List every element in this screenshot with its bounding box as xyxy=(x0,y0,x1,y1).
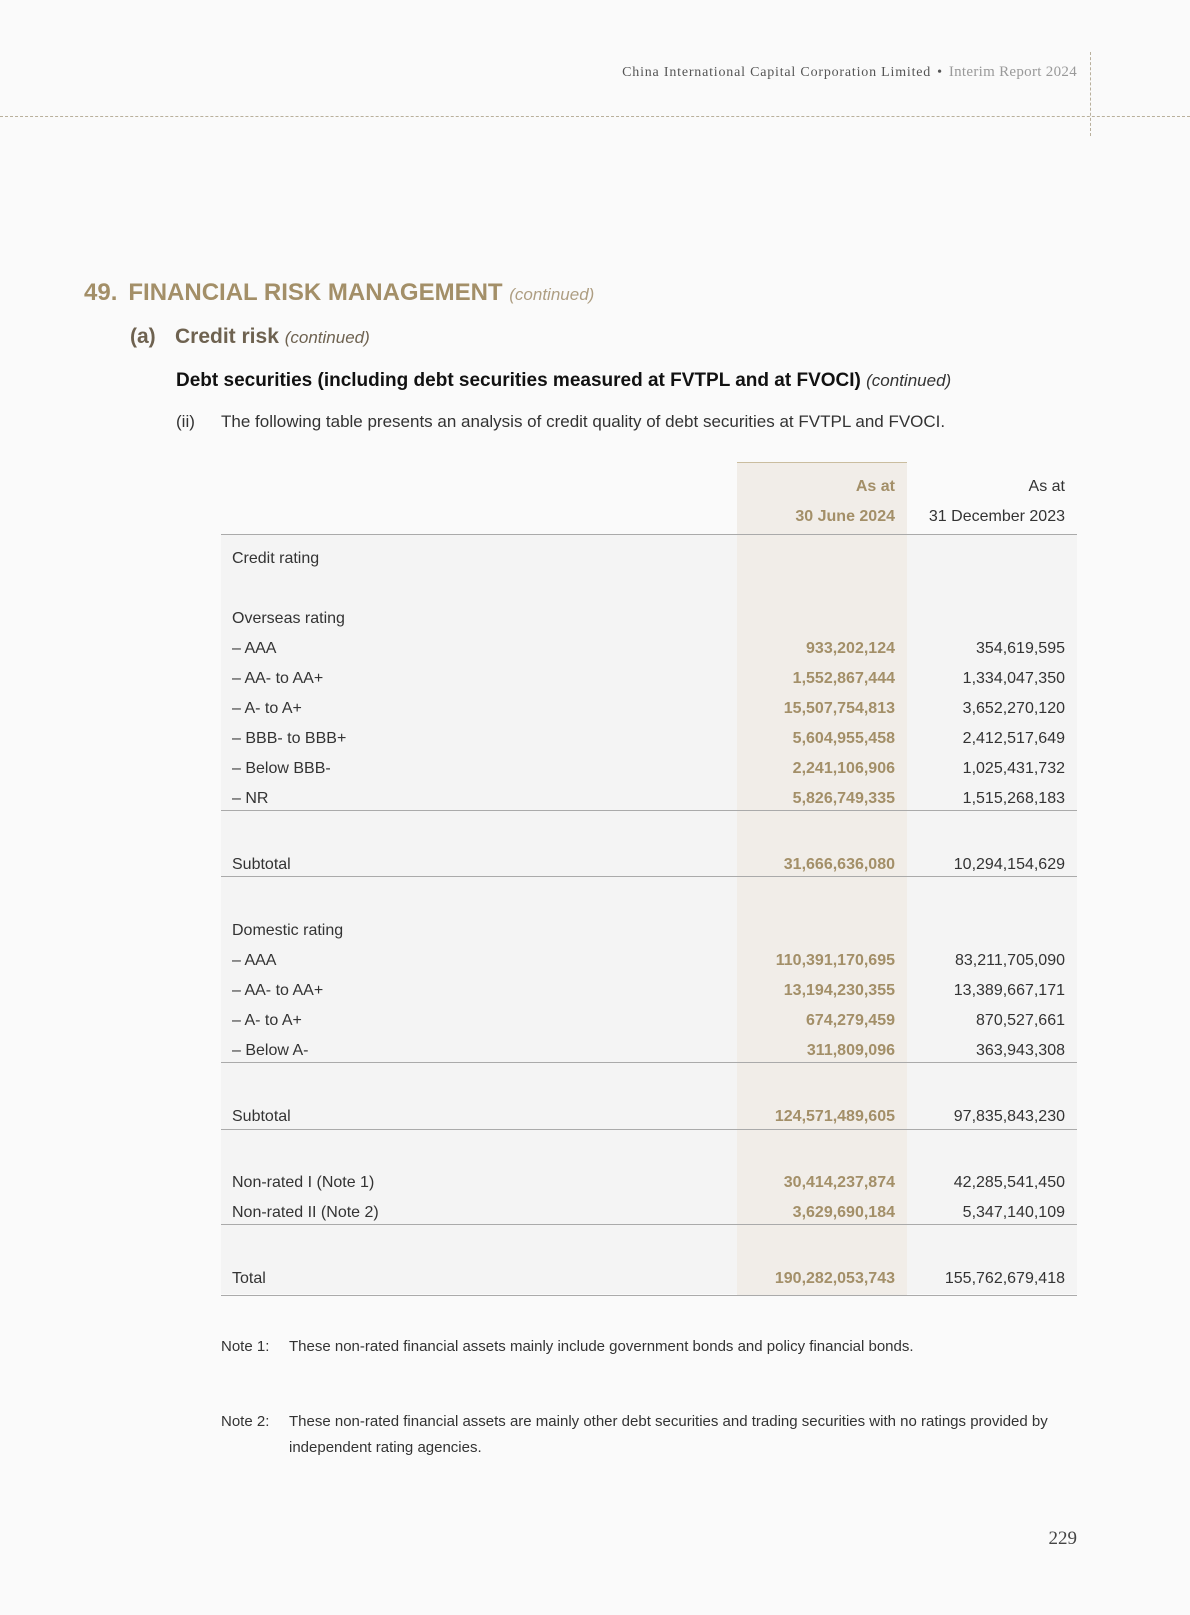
table-cell-prior: 13,389,667,171 xyxy=(953,982,1065,999)
table-row-label: Subtotal xyxy=(232,856,291,873)
table-row-label: – AA- to AA+ xyxy=(232,982,324,999)
table-row-label: – Below BBB- xyxy=(232,760,331,777)
intro-label: (ii) xyxy=(176,412,195,431)
table-rule xyxy=(221,810,1077,811)
table-row-label: – A- to A+ xyxy=(232,1012,302,1029)
table-band xyxy=(221,833,1077,876)
section-continued: (continued) xyxy=(509,285,595,304)
table-cell-current: 3,629,690,184 xyxy=(792,1204,895,1221)
subsection-label: (a) xyxy=(130,325,156,348)
table-row-label: Overseas rating xyxy=(232,610,345,627)
note-label: Note 1: xyxy=(221,1338,270,1355)
table-rule xyxy=(221,876,1077,877)
table-cell-current: 31,666,636,080 xyxy=(783,856,895,873)
table-rule xyxy=(221,1129,1077,1130)
table-cell-current: 110,391,170,695 xyxy=(775,952,895,969)
page-number: 229 xyxy=(1048,1528,1077,1549)
table-row-label: Domestic rating xyxy=(232,922,344,939)
table-band xyxy=(221,534,1077,833)
table-row-label: Credit rating xyxy=(232,550,320,567)
subheading-continued: (continued) xyxy=(866,371,952,390)
header-dashed-vertical-rule xyxy=(1090,52,1091,136)
table-cell-current: 674,279,459 xyxy=(806,1012,895,1029)
col-header-current-line2: 30 June 2024 xyxy=(795,508,895,525)
section-heading xyxy=(84,279,594,307)
table-cell-prior: 870,527,661 xyxy=(976,1012,1065,1029)
intro-text: The following table presents an analysis of credit quality of debt securities at FVTPL and FVOCI. xyxy=(221,412,946,431)
header-separator: • xyxy=(937,65,943,80)
table-cell-prior: 354,619,595 xyxy=(976,640,1065,657)
subsection-heading xyxy=(130,325,370,349)
table-cell-current: 2,241,106,906 xyxy=(792,760,895,777)
table-row-label: Total xyxy=(232,1270,266,1287)
table-rule xyxy=(221,1062,1077,1063)
table-cell-current: 5,826,749,335 xyxy=(792,790,895,807)
table-cell-prior: 42,285,541,450 xyxy=(953,1174,1065,1191)
table-cell-prior: 155,762,679,418 xyxy=(944,1270,1065,1287)
table-row-label: – AA- to AA+ xyxy=(232,670,324,687)
table-band xyxy=(221,1062,1077,1129)
table-cell-current: 13,194,230,355 xyxy=(783,982,895,999)
table-row-label: – NR xyxy=(232,790,269,807)
table-cell-prior: 10,294,154,629 xyxy=(953,856,1065,873)
note-text: These non-rated financial assets mainly include government bonds and policy financial bonds. xyxy=(289,1338,914,1355)
subsection-title: Credit risk xyxy=(175,325,279,348)
table-cell-prior: 3,652,270,120 xyxy=(962,700,1065,717)
table-row-label: Subtotal xyxy=(232,1108,291,1125)
subheading xyxy=(176,370,951,392)
table-row-label: Non-rated II (Note 2) xyxy=(232,1204,379,1221)
current-period-column-shade xyxy=(737,462,907,1296)
intro-paragraph xyxy=(176,412,945,432)
table-header-rule xyxy=(221,534,1077,535)
table-row-label: – BBB- to BBB+ xyxy=(232,730,347,747)
section-number: 49. xyxy=(84,279,118,306)
table-cell-current: 311,809,096 xyxy=(806,1042,895,1059)
table-cell-current: 190,282,053,743 xyxy=(774,1270,895,1287)
note-text: These non-rated financial assets are mainly other debt securities and trading securities with no ratings provided by independent rating agencies. xyxy=(289,1413,1048,1456)
header-dashed-rule xyxy=(0,116,1190,117)
note-1 xyxy=(221,1334,1077,1360)
table-cell-current: 933,202,124 xyxy=(806,640,895,657)
table-band xyxy=(221,876,1077,1062)
table-cell-current: 30,414,237,874 xyxy=(783,1174,895,1191)
table-cell-prior: 363,943,308 xyxy=(976,1042,1065,1059)
col-header-prior-line2: 31 December 2023 xyxy=(928,508,1065,525)
subsection-continued: (continued) xyxy=(284,328,370,347)
table-row-label: Non-rated I (Note 1) xyxy=(232,1174,375,1191)
table-cell-prior: 97,835,843,230 xyxy=(953,1108,1065,1125)
table-cell-current: 1,552,867,444 xyxy=(792,670,895,687)
table-row-label: – A- to A+ xyxy=(232,700,302,717)
table-row-label: – AAA xyxy=(232,952,277,969)
table-cell-prior: 1,334,047,350 xyxy=(962,670,1065,687)
table-row-label: – Below A- xyxy=(232,1042,309,1059)
col-header-current-line1: As at xyxy=(855,478,895,495)
table-rule xyxy=(221,1224,1077,1225)
table-cell-current: 15,507,754,813 xyxy=(783,700,895,717)
running-header xyxy=(622,64,1077,81)
table-bottom-rule xyxy=(221,1295,1077,1296)
subheading-title: Debt securities (including debt securities measured at FVTPL and at FVOCI) xyxy=(176,370,861,391)
table-cell-prior: 1,515,268,183 xyxy=(962,790,1065,807)
table-cell-prior: 1,025,431,732 xyxy=(962,760,1065,777)
table-cell-current: 5,604,955,458 xyxy=(792,730,895,747)
note-label: Note 2: xyxy=(221,1413,270,1430)
table-cell-current: 124,571,489,605 xyxy=(774,1108,895,1125)
table-row-label: – AAA xyxy=(232,640,277,657)
note-2 xyxy=(221,1409,1077,1461)
col-header-prior-line1: As at xyxy=(1028,478,1065,495)
section-title: FINANCIAL RISK MANAGEMENT xyxy=(128,279,503,306)
table-cell-prior: 5,347,140,109 xyxy=(962,1204,1065,1221)
table-cell-prior: 2,412,517,649 xyxy=(962,730,1065,747)
table-cell-prior: 83,211,705,090 xyxy=(954,952,1065,969)
header-report-title: Interim Report 2024 xyxy=(948,64,1077,80)
header-company: China International Capital Corporation Limited xyxy=(622,65,932,80)
